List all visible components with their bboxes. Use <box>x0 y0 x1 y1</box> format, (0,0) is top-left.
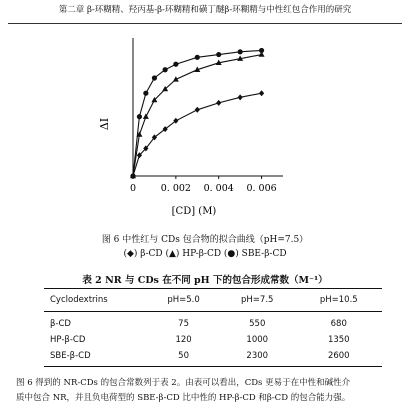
table-header-cell: Cyclodextrins <box>50 295 108 305</box>
data-point-triangle <box>259 51 265 56</box>
table-header-cell: pH=10.5 <box>319 295 358 305</box>
y-axis-label: ΔI <box>98 117 111 131</box>
chart-axes <box>130 38 283 194</box>
table-cell: 680 <box>330 319 347 329</box>
table-cell: SBE-β-CD <box>50 351 91 361</box>
table-row <box>44 332 382 348</box>
running-header: 第二章 β-环糊精、羟丙基-β-环糊精和磺丁醚β-环糊精与中性红包合作用的研究 <box>58 5 352 15</box>
data-point-circle <box>152 75 157 80</box>
table-cell: HP-β-CD <box>50 335 86 345</box>
data-point-diamond <box>259 90 264 96</box>
table-mid-rule <box>44 311 382 312</box>
body-paragraph <box>16 376 400 406</box>
table-cell: 1350 <box>327 335 350 345</box>
header-rule <box>8 23 402 24</box>
data-points <box>130 48 265 179</box>
paragraph-line: 质中包合 NR，并且负电荷型的 SBE-β-CD 比中性的 HP-β-CD 和β-CD 的包合能力强。 <box>16 393 351 403</box>
data-point-diamond <box>238 94 243 100</box>
x-axis-label: [CD] (M) <box>171 206 217 217</box>
table-cell: 75 <box>178 319 189 329</box>
table-cell: 1000 <box>246 335 269 345</box>
data-point-circle <box>173 62 178 67</box>
table-header-cell: pH=5.0 <box>167 295 200 305</box>
fit-curve-line <box>133 93 262 176</box>
table-title: 表 2 NR 与 CDs 在不同 pH 下的包合形成常数（M⁻¹） <box>82 275 328 286</box>
table-row <box>44 348 382 364</box>
table-cell: 2300 <box>246 351 269 361</box>
data-point-diamond <box>195 107 200 113</box>
table-cell: β-CD <box>50 319 71 329</box>
data-point-circle <box>163 67 168 72</box>
table-cell: 120 <box>175 335 192 345</box>
fit-curve-line <box>133 55 262 176</box>
data-point-circle <box>195 55 200 60</box>
figure-caption: 图 6 中性红与 CDs 包合物的拟合曲线（pH=7.5） <box>101 235 309 245</box>
figure-legend: (◆) β-CD (▲) HP-β-CD (●) SBE-β-CD <box>123 249 287 259</box>
constants-table <box>44 288 382 367</box>
table-cell: 50 <box>178 351 189 361</box>
table-cell: 550 <box>249 319 266 329</box>
x-tick-label: 0. 002 <box>160 183 191 194</box>
table-bottom-rule <box>44 366 382 367</box>
table-header-row <box>44 289 382 311</box>
data-point-circle <box>238 49 243 54</box>
binding-curve-chart <box>0 26 410 231</box>
paragraph-line: 图 6 得到的 NR-CDs 的包合常数列于表 2。由表可以看出，CDs 更易于在中性和碱性介 <box>16 378 351 388</box>
data-point-diamond <box>216 100 221 106</box>
data-point-circle <box>143 91 148 96</box>
data-point-circle <box>216 52 221 57</box>
x-tick-label: 0. 004 <box>203 183 234 194</box>
data-point-circle <box>137 114 142 119</box>
table-row <box>44 316 382 332</box>
data-point-triangle <box>143 113 149 118</box>
table-header-cell: pH=7.5 <box>241 295 274 305</box>
x-tick-label: 0 <box>129 183 137 194</box>
x-tick-label: 0. 006 <box>246 183 277 194</box>
table-cell: 2600 <box>327 351 350 361</box>
